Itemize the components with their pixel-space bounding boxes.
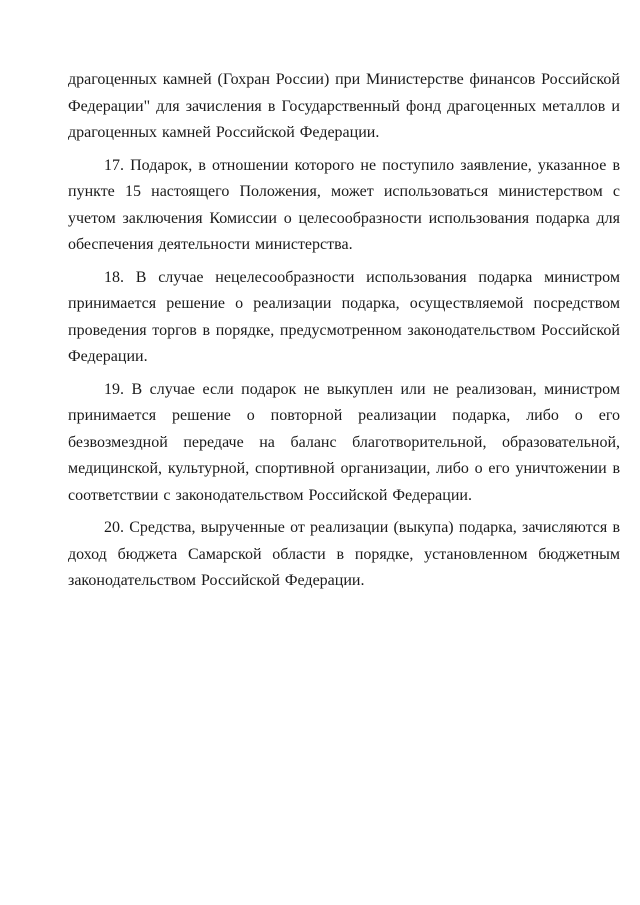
- paragraph-item-19: 19. В случае если подарок не выкуплен или не реализован, министром принимается решение о повторной реализации подарка, либо о его безвозмездной передаче на баланс благотворительной, образовательной, медицинской, культурной, спортивной организации, либо о его уничтожении в соответствии с законодательством Российской Федерации.: [68, 380, 620, 504]
- paragraph-item-20: 20. Средства, вырученные от реализации (выкупа) подарка, зачисляются в доход бюджета Самарской области в порядке, установленном бюджетным законодательством Российской Федерации.: [68, 519, 620, 589]
- paragraph-item-17: 17. Подарок, в отношении которого не поступило заявление, указанное в пункте 15 настоящего Положения, может использоваться министерством с учетом заключения Комиссии о целесообразности использования подарка для обеспечения деятельности министерства.: [68, 156, 620, 253]
- continuation-paragraph: драгоценных камней (Гохран России) при Министерстве финансов Российской Федерации" для зачисления в Государственный фонд драгоценных металлов и драгоценных камней Российской Федерации.: [68, 71, 620, 141]
- paragraph-item-18: 18. В случае нецелесообразности использования подарка министром принимается решение о реализации подарка, осуществляемой посредством проведения торгов в порядке, предусмотренном законодательством Российской Федерации.: [68, 268, 620, 365]
- document-body: [68, 67, 620, 595]
